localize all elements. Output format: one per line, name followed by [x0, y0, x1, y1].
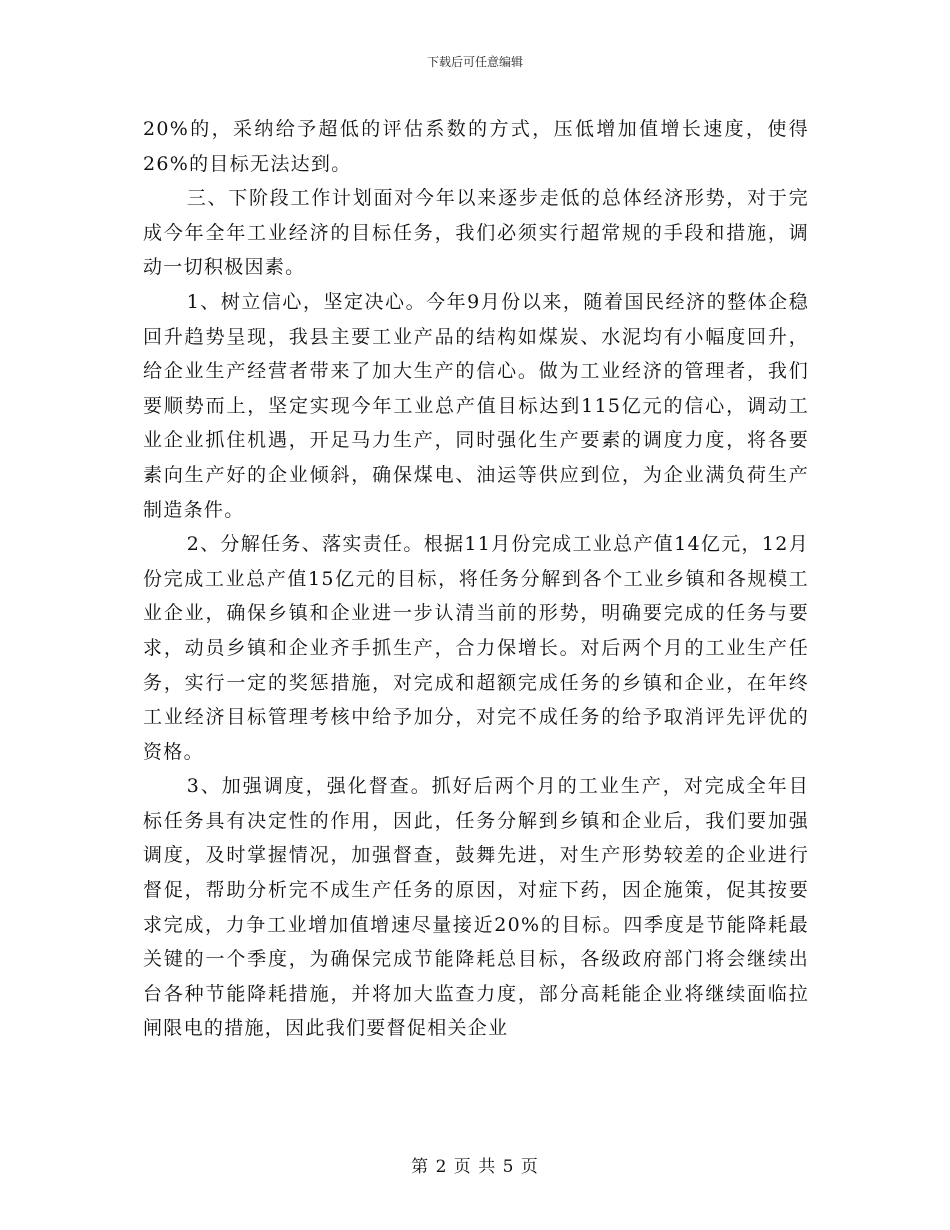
document-body [143, 112, 809, 1046]
paragraph-2: 三、下阶段工作计划面对今年以来逐步走低的总体经济形势，对于完成今年全年工业经济的目标任务，我们必须实行超常规的手段和措施，调动一切积极因素。 [143, 187, 809, 279]
paragraph-1: 20%的，采纳给予超低的评估系数的方式，压低增加值增长速度，使得26%的目标无法达到。 [143, 118, 809, 175]
page-header-note: 下载后可任意编辑 [426, 55, 523, 69]
paragraph-5: 3、加强调度，强化督查。抓好后两个月的工业生产，对完成全年目标任务具有决定性的作用，因此，任务分解到乡镇和企业后，我们要加强调度，及时掌握情况，加强督查，鼓舞先进，对生产形势较差的企业进行督促，帮助分析完不成生产任务的原因，对症下药，因企施策，促其按要求完成，力争工业增加值增速尽量接近20%的目标。四季度是节能降耗最关键的一个季度，为确保完成节能降耗总目标，各级政府部门将会继续出台各种节能降耗措施，并将加大监查力度，部分高耗能企业将继续面临拉闸限电的措施，因此我们要督促相关企业 [143, 775, 809, 1040]
paragraph-4: 2、分解任务、落实责任。根据11月份完成工业总产值14亿元，12月份完成工业总产值15亿元的目标，将任务分解到各个工业乡镇和各规模工业企业，确保乡镇和企业进一步认清当前的形势，明确要完成的任务与要求，动员乡镇和企业齐手抓生产，合力保增长。对后两个月的工业生产任务，实行一定的奖惩措施，对完成和超额完成任务的乡镇和企业，在年终工业经济目标管理考核中给予加分，对完不成任务的给予取消评先评优的资格。 [143, 533, 809, 763]
paragraph-3: 1、树立信心，坚定决心。今年9月份以来，随着国民经济的整体企稳回升趋势呈现，我县主要工业产品的结构如煤炭、水泥均有小幅度回升，给企业生产经营者带来了加大生产的信心。做为工业经济的管理者，我们要顺势而上，坚定实现今年工业总产值目标达到115亿元的信心，调动工业企业抓住机遇，开足马力生产，同时强化生产要素的调度力度，将各要素向生产好的企业倾斜，确保煤电、油运等供应到位，为企业满负荷生产制造条件。 [143, 290, 809, 521]
page-number-footer: 第 2 页 共 5 页 [411, 1157, 539, 1177]
